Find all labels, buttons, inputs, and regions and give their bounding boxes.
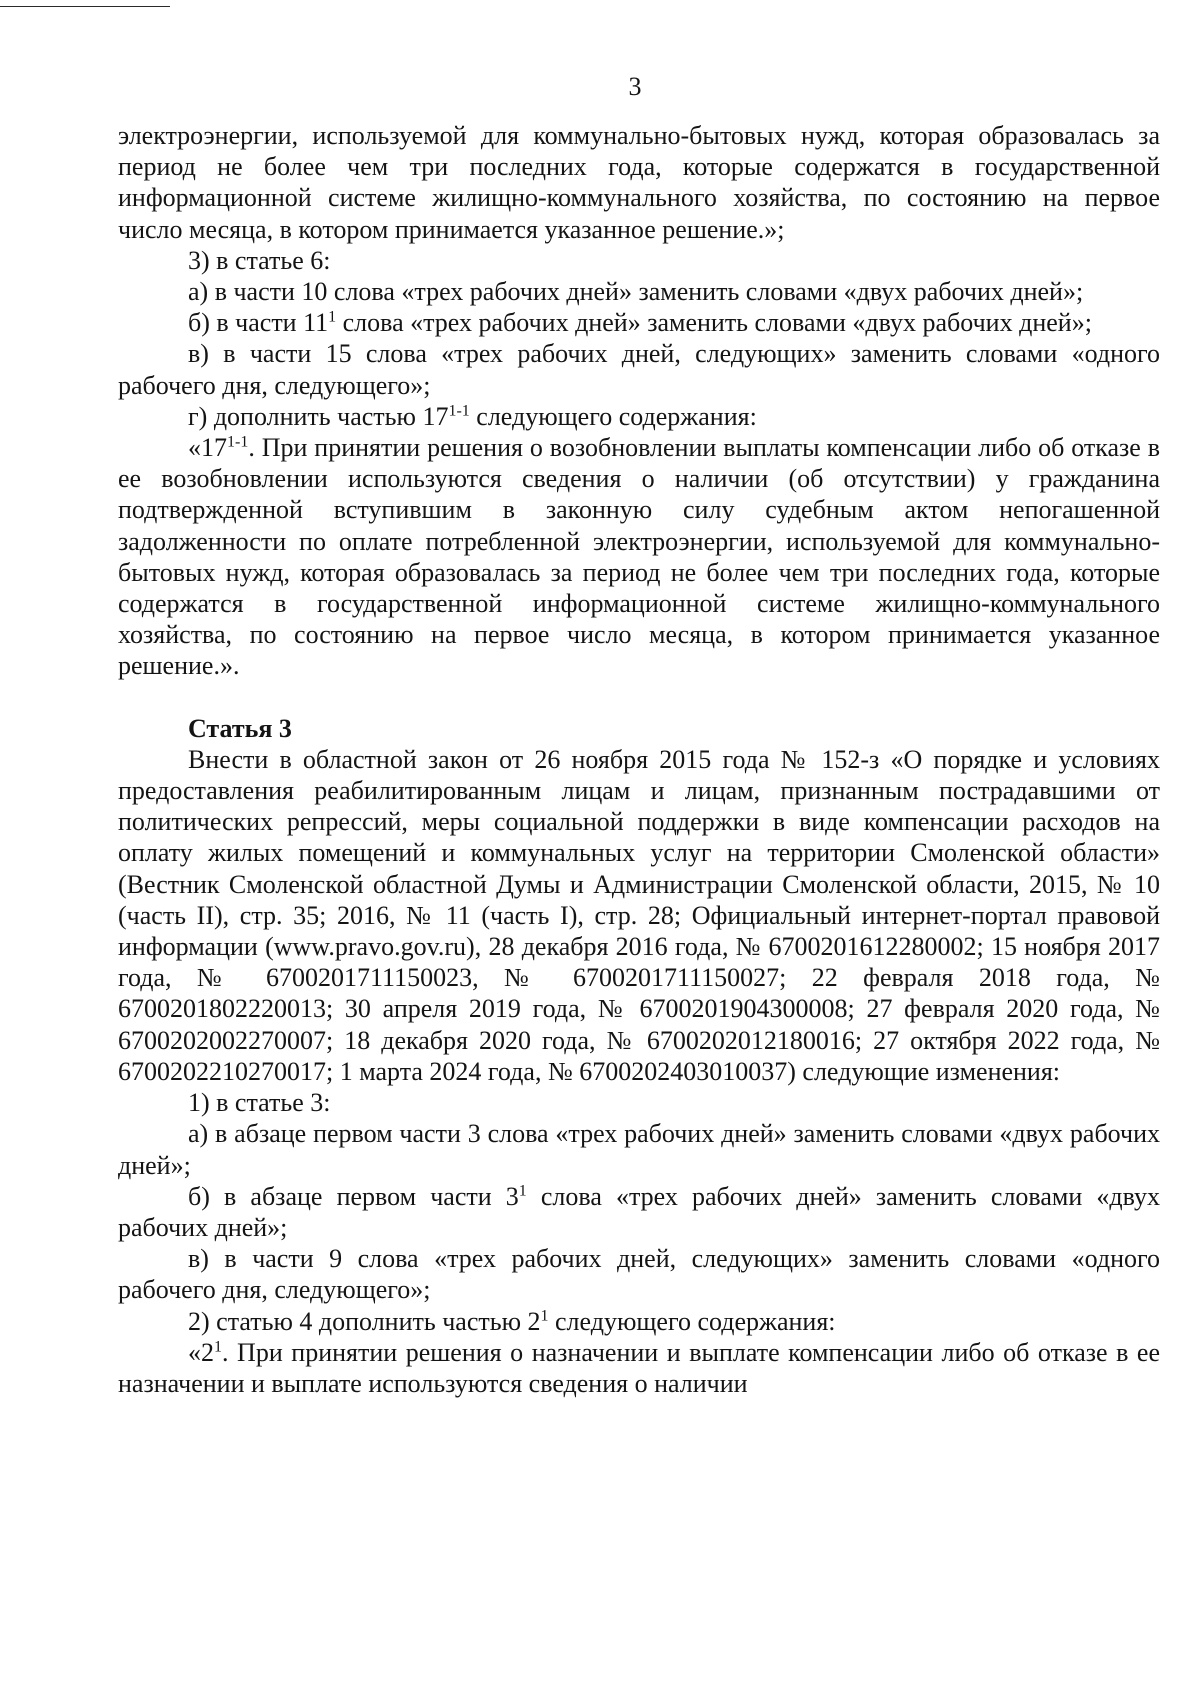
text-segment: слова «трех рабочих дней» заменить словами «двух рабочих дней»; — [118, 1181, 1161, 1242]
text-segment: . При принятии решения о назначении и выплате компенсации либо об отказе в ее назначении и выплате используются сведения о наличии — [118, 1337, 1160, 1398]
text-segment: б) в абзаце первом части 3 — [188, 1181, 519, 1211]
superscript: 1 — [328, 308, 337, 326]
text-segment: б) в части 11 — [188, 308, 329, 338]
paragraph-item-v: в) в части 9 слова «трех рабочих дней, следующих» заменить словами «одного рабочего дня, следующего»; — [118, 1244, 1160, 1305]
paragraph-quoted-17-1-1 — [118, 432, 1160, 682]
paragraph-continuation: электроэнергии, используемой для коммунально-бытовых нужд, которая образовалась за период не более чем три последних года, которые содержатся в государственной информационной системе жилищно-коммунального хозяйства, по состоянию на первое число месяца, в котором принимается указанное решение.»; — [118, 121, 1160, 244]
paragraph-item-3: 3) в статье 6: — [188, 245, 331, 275]
text-segment: . При принятии решения о возобновлении выплаты компенсации либо об отказе в ее возобновлении используются сведения о наличии (об отсутствии) у гражданина подтвержденной вступившим в законную силу судебным актом непогашенной задолженности по оплате потребленной электроэнергии, используемой для коммунально-бытовых нужд, которая образовалась за период не более чем три последних года, которые содержатся в государственной информационной системе жилищно-коммунального хозяйства, по состоянию на первое число месяца, в котором принимается указанное решение.». — [118, 433, 1160, 681]
document-body — [118, 120, 1160, 1399]
superscript: 1 — [540, 1306, 549, 1324]
text-segment: 2) статью 4 дополнить частью 2 — [188, 1306, 541, 1336]
superscript: 1 — [518, 1182, 527, 1200]
paragraph-item-2 — [118, 1306, 1160, 1337]
paragraph-item-g — [118, 401, 1160, 432]
article-heading: Статья 3 — [188, 713, 292, 743]
paragraph-item-1: 1) в статье 3: — [188, 1088, 331, 1118]
paragraph-item-b — [118, 307, 1160, 338]
paragraph-item-b — [118, 1181, 1160, 1243]
superscript: 1-1 — [448, 402, 470, 420]
paragraph-item-v: в) в части 15 слова «трех рабочих дней, следующих» заменить словами «одного рабочего дня, следующего»; — [118, 339, 1160, 400]
text-segment: следующего содержания: — [469, 401, 757, 431]
text-segment: г) дополнить частью 17 — [188, 401, 449, 431]
text-segment: следующего содержания: — [548, 1306, 836, 1336]
scan-edge-line — [0, 6, 170, 7]
superscript: 1-1 — [227, 433, 249, 451]
paragraph-item-a: а) в части 10 слова «трех рабочих дней» заменить словами «двух рабочих дней»; — [188, 277, 1084, 307]
paragraph-item-a: а) в абзаце первом части 3 слова «трех рабочих дней» заменить словами «двух рабочих дней»; — [118, 1119, 1160, 1180]
text-segment: «17 — [188, 433, 227, 463]
text-segment: «2 — [188, 1337, 214, 1367]
paragraph-article-3-intro: Внести в областной закон от 26 ноября 2015 года № 152-з «О порядке и условиях предоставления реабилитированным лицам и лицам, признанным пострадавшими от политических репрессий, меры социальной поддержки в виде компенсации расходов на оплату жилых помещений и коммунальных услуг на территории Смоленской области» (Вестник Смоленской областной Думы и Администрации Смоленской области, 2015, № 10 (часть II), стр. 35; 2016, № 11 (часть I), стр. 28; Официальный интернет-портал правовой информации (www.pravo.gov.ru), 28 декабря 2016 года, № 6700201612280002; 15 ноября 2017 года, № 6700201711150023, № 6700201711150027; 22 февраля 2018 года, № 6700201802220013; 30 апреля 2019 года, № 6700201904300008; 27 февраля 2020 года, № 6700202002270007; 18 декабря 2020 года, № 6700202012180016; 27 октября 2022 года, № 6700202210270017; 1 марта 2024 года, № 6700202403010037) следующие изменения: — [118, 744, 1160, 1086]
text-segment: слова «трех рабочих дней» заменить словами «двух рабочих дней»; — [336, 308, 1092, 338]
paragraph-quoted-2-1 — [118, 1337, 1160, 1399]
superscript: 1 — [214, 1338, 222, 1356]
page-number: 3 — [628, 72, 642, 101]
